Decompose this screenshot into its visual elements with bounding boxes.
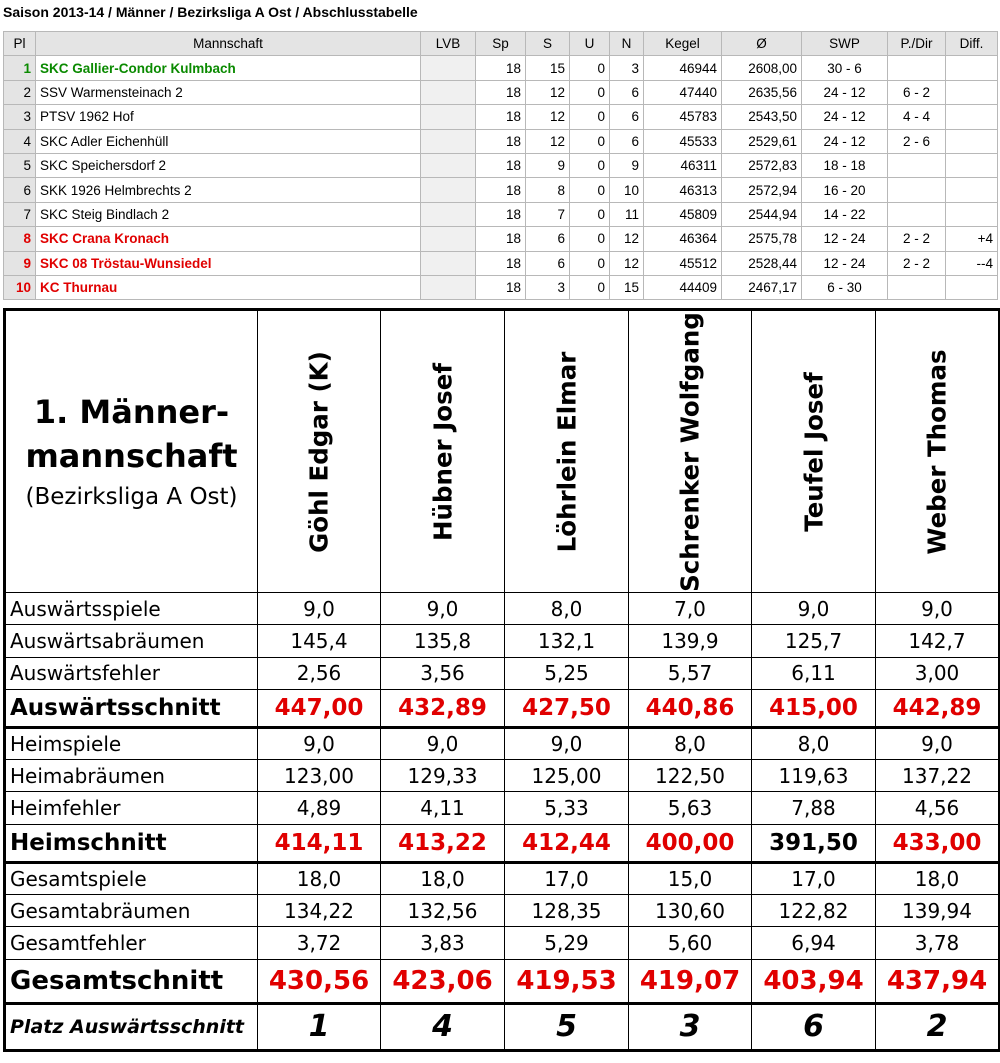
league-cell-avg: 2608,00 — [722, 56, 802, 80]
stat-label: Heimfehler — [5, 792, 258, 824]
league-col-header: Diff. — [946, 32, 998, 56]
league-cell-kegel: 45809 — [644, 202, 722, 226]
league-cell-avg: 2635,56 — [722, 80, 802, 104]
stat-value: 415,00 — [752, 689, 876, 727]
player-column-header — [505, 310, 629, 593]
stat-value: 3,83 — [381, 927, 505, 959]
stat-value: 18,0 — [258, 862, 381, 894]
league-cell-diff — [946, 56, 998, 80]
league-cell-sp: 18 — [476, 178, 526, 202]
league-col-header: P./Dir — [888, 32, 946, 56]
stats-row — [5, 862, 1000, 894]
league-cell-pdir — [888, 275, 946, 299]
stats-row — [5, 792, 1000, 824]
stat-value: 139,94 — [876, 895, 1000, 927]
stat-value: 437,94 — [876, 959, 1000, 1003]
stat-label: Auswärtsspiele — [5, 593, 258, 625]
stats-row — [5, 824, 1000, 862]
stat-value: 413,22 — [381, 824, 505, 862]
league-cell-lvb — [421, 153, 476, 177]
league-cell-team: SKC Steig Bindlach 2 — [36, 202, 421, 226]
stat-value: 432,89 — [381, 689, 505, 727]
stat-label: Auswärtsschnitt — [5, 689, 258, 727]
league-cell-lvb — [421, 129, 476, 153]
league-cell-diff — [946, 105, 998, 129]
league-cell-n: 15 — [610, 275, 644, 299]
league-cell-avg: 2544,94 — [722, 202, 802, 226]
league-cell-pdir: 2 - 2 — [888, 227, 946, 251]
league-cell-u: 0 — [570, 56, 610, 80]
stat-value: 3,00 — [876, 657, 1000, 689]
stat-value: 8,0 — [629, 727, 752, 759]
league-row — [4, 153, 998, 177]
stat-value: 3,72 — [258, 927, 381, 959]
league-cell-avg: 2543,50 — [722, 105, 802, 129]
stat-value: 427,50 — [505, 689, 629, 727]
stat-label: Auswärtsabräumen — [5, 625, 258, 657]
league-cell-sp: 18 — [476, 251, 526, 275]
league-col-header: N — [610, 32, 644, 56]
league-col-header: Sp — [476, 32, 526, 56]
league-col-header: S — [526, 32, 570, 56]
stat-value: 128,35 — [505, 895, 629, 927]
stats-row — [5, 959, 1000, 1003]
league-cell-pdir: 2 - 6 — [888, 129, 946, 153]
league-cell-avg: 2575,78 — [722, 227, 802, 251]
league-row — [4, 275, 998, 299]
stat-label: Gesamtabräumen — [5, 895, 258, 927]
stat-value: 125,00 — [505, 760, 629, 792]
league-cell-avg: 2529,61 — [722, 129, 802, 153]
league-cell-pl: 5 — [4, 153, 36, 177]
stat-value: 391,50 — [752, 824, 876, 862]
stat-value: 134,22 — [258, 895, 381, 927]
league-cell-team: SKC Adler Eichenhüll — [36, 129, 421, 153]
league-cell-lvb — [421, 251, 476, 275]
stat-value: 135,8 — [381, 625, 505, 657]
stat-value: 8,0 — [505, 593, 629, 625]
league-col-header: U — [570, 32, 610, 56]
league-cell-pdir — [888, 178, 946, 202]
league-cell-sp: 18 — [476, 227, 526, 251]
stat-label: Auswärtsfehler — [5, 657, 258, 689]
league-cell-sp: 18 — [476, 153, 526, 177]
team-heading-line1: 1. Männer- — [33, 392, 230, 431]
stat-value: 3,56 — [381, 657, 505, 689]
league-cell-n: 11 — [610, 202, 644, 226]
league-cell-s: 12 — [526, 129, 570, 153]
stat-value: 17,0 — [752, 862, 876, 894]
league-cell-pdir: 4 - 4 — [888, 105, 946, 129]
stat-value: 142,7 — [876, 625, 1000, 657]
league-cell-diff — [946, 129, 998, 153]
stat-value: 122,50 — [629, 760, 752, 792]
stat-value: 5,25 — [505, 657, 629, 689]
league-cell-s: 12 — [526, 80, 570, 104]
stat-label: Gesamtfehler — [5, 927, 258, 959]
stat-label: Platz Auswärtsschnitt — [5, 1003, 258, 1050]
stat-value: 5,63 — [629, 792, 752, 824]
league-subtitle: (Bezirksliga A Ost) — [25, 483, 238, 510]
league-cell-diff — [946, 80, 998, 104]
league-cell-s: 3 — [526, 275, 570, 299]
league-cell-u: 0 — [570, 227, 610, 251]
stat-value: 18,0 — [876, 862, 1000, 894]
league-cell-kegel: 44409 — [644, 275, 722, 299]
league-cell-lvb — [421, 275, 476, 299]
stat-value: 7,88 — [752, 792, 876, 824]
stat-value: 130,60 — [629, 895, 752, 927]
league-col-header: Mannschaft — [36, 32, 421, 56]
league-cell-sp: 18 — [476, 56, 526, 80]
league-cell-lvb — [421, 178, 476, 202]
stat-value: 430,56 — [258, 959, 381, 1003]
league-cell-kegel: 46313 — [644, 178, 722, 202]
league-cell-s: 12 — [526, 105, 570, 129]
player-name: Weber Thomas — [922, 348, 952, 555]
league-cell-sp: 18 — [476, 129, 526, 153]
league-cell-diff: +4 — [946, 227, 998, 251]
stats-row — [5, 625, 1000, 657]
league-cell-pl: 2 — [4, 80, 36, 104]
league-cell-n: 12 — [610, 227, 644, 251]
league-col-header: Ø — [722, 32, 802, 56]
league-col-header: SWP — [802, 32, 888, 56]
league-cell-lvb — [421, 105, 476, 129]
stat-value: 139,9 — [629, 625, 752, 657]
stat-value: 15,0 — [629, 862, 752, 894]
stat-value: 5,60 — [629, 927, 752, 959]
league-cell-avg: 2467,17 — [722, 275, 802, 299]
stat-value: 3,78 — [876, 927, 1000, 959]
player-column-header — [629, 310, 752, 593]
league-cell-n: 9 — [610, 153, 644, 177]
stat-value: 3 — [629, 1003, 752, 1050]
league-cell-s: 6 — [526, 227, 570, 251]
league-cell-n: 10 — [610, 178, 644, 202]
league-cell-pdir: 2 - 2 — [888, 251, 946, 275]
stat-label: Heimschnitt — [5, 824, 258, 862]
league-cell-lvb — [421, 56, 476, 80]
league-cell-avg: 2572,83 — [722, 153, 802, 177]
league-cell-avg: 2528,44 — [722, 251, 802, 275]
stat-value: 145,4 — [258, 625, 381, 657]
stats-row — [5, 1003, 1000, 1050]
league-cell-s: 7 — [526, 202, 570, 226]
league-cell-kegel: 46944 — [644, 56, 722, 80]
league-cell-sp: 18 — [476, 80, 526, 104]
stat-value: 440,86 — [629, 689, 752, 727]
stat-value: 419,07 — [629, 959, 752, 1003]
league-cell-swp: 12 - 24 — [802, 251, 888, 275]
stat-value: 9,0 — [258, 727, 381, 759]
league-cell-kegel: 45783 — [644, 105, 722, 129]
player-name: Göhl Edgar (K) — [304, 350, 334, 553]
league-cell-pl: 8 — [4, 227, 36, 251]
stat-value: 9,0 — [258, 593, 381, 625]
stat-label: Gesamtschnitt — [5, 959, 258, 1003]
league-cell-pl: 9 — [4, 251, 36, 275]
league-row — [4, 251, 998, 275]
league-cell-n: 12 — [610, 251, 644, 275]
league-cell-sp: 18 — [476, 275, 526, 299]
stat-value: 5,57 — [629, 657, 752, 689]
league-col-header: Pl — [4, 32, 36, 56]
stat-value: 1 — [258, 1003, 381, 1050]
player-column-header — [752, 310, 876, 593]
league-row — [4, 178, 998, 202]
stat-label: Heimabräumen — [5, 760, 258, 792]
league-cell-team: SKC Crana Kronach — [36, 227, 421, 251]
player-stats-table — [3, 308, 1000, 1052]
stat-value: 414,11 — [258, 824, 381, 862]
league-cell-diff — [946, 202, 998, 226]
league-cell-u: 0 — [570, 178, 610, 202]
league-cell-swp: 24 - 12 — [802, 105, 888, 129]
league-cell-pl: 10 — [4, 275, 36, 299]
league-standings-table — [3, 31, 998, 300]
league-cell-pl: 6 — [4, 178, 36, 202]
league-row — [4, 80, 998, 104]
player-column-header — [381, 310, 505, 593]
stat-value: 6,11 — [752, 657, 876, 689]
stat-value: 4,11 — [381, 792, 505, 824]
league-cell-lvb — [421, 227, 476, 251]
league-cell-kegel: 45533 — [644, 129, 722, 153]
league-cell-n: 3 — [610, 56, 644, 80]
league-cell-n: 6 — [610, 129, 644, 153]
stat-value: 4,56 — [876, 792, 1000, 824]
league-cell-diff: --4 — [946, 251, 998, 275]
league-table-title: Saison 2013-14 / Männer / Bezirksliga A Ost / Abschlusstabelle — [3, 4, 418, 20]
stat-value: 8,0 — [752, 727, 876, 759]
stats-row — [5, 657, 1000, 689]
league-cell-pl: 4 — [4, 129, 36, 153]
league-cell-swp: 16 - 20 — [802, 178, 888, 202]
player-name: Teufel Josef — [799, 371, 828, 532]
stat-label: Heimspiele — [5, 727, 258, 759]
league-col-header: LVB — [421, 32, 476, 56]
league-cell-s: 6 — [526, 251, 570, 275]
league-cell-diff — [946, 275, 998, 299]
league-cell-team: SKC Speichersdorf 2 — [36, 153, 421, 177]
stat-value: 6 — [752, 1003, 876, 1050]
stat-value: 5,33 — [505, 792, 629, 824]
stat-value: 419,53 — [505, 959, 629, 1003]
league-cell-u: 0 — [570, 202, 610, 226]
player-column-header — [258, 310, 381, 593]
stat-value: 9,0 — [505, 727, 629, 759]
league-col-header: Kegel — [644, 32, 722, 56]
league-row — [4, 129, 998, 153]
league-cell-pdir — [888, 56, 946, 80]
stat-value: 9,0 — [876, 593, 1000, 625]
stat-value: 423,06 — [381, 959, 505, 1003]
team-heading-line2: mannschaft — [25, 436, 238, 475]
league-cell-lvb — [421, 202, 476, 226]
league-cell-swp: 6 - 30 — [802, 275, 888, 299]
league-cell-avg: 2572,94 — [722, 178, 802, 202]
league-cell-swp: 30 - 6 — [802, 56, 888, 80]
league-cell-team: SKC Gallier-Condor Kulmbach — [36, 56, 421, 80]
league-cell-swp: 24 - 12 — [802, 129, 888, 153]
league-row — [4, 56, 998, 80]
stat-value: 7,0 — [629, 593, 752, 625]
league-cell-sp: 18 — [476, 202, 526, 226]
league-cell-team: SKK 1926 Helmbrechts 2 — [36, 178, 421, 202]
league-cell-pl: 3 — [4, 105, 36, 129]
stat-value: 119,63 — [752, 760, 876, 792]
league-cell-kegel: 46311 — [644, 153, 722, 177]
stats-row — [5, 927, 1000, 959]
stats-row — [5, 727, 1000, 759]
stat-value: 123,00 — [258, 760, 381, 792]
player-name: Schrenker Wolfgang — [675, 311, 705, 592]
stat-value: 2 — [876, 1003, 1000, 1050]
stat-value: 2,56 — [258, 657, 381, 689]
league-cell-team: SKC 08 Tröstau-Wunsiedel — [36, 251, 421, 275]
stat-value: 122,82 — [752, 895, 876, 927]
stat-value: 129,33 — [381, 760, 505, 792]
league-cell-s: 15 — [526, 56, 570, 80]
league-cell-swp: 12 - 24 — [802, 227, 888, 251]
stats-row — [5, 895, 1000, 927]
stats-row — [5, 689, 1000, 727]
player-header-row — [5, 310, 1000, 593]
league-cell-diff — [946, 178, 998, 202]
league-cell-n: 6 — [610, 105, 644, 129]
league-cell-team: KC Thurnau — [36, 275, 421, 299]
stat-value: 9,0 — [752, 593, 876, 625]
player-name: Löhrlein Elmar — [552, 351, 581, 552]
stat-label: Gesamtspiele — [5, 862, 258, 894]
stat-value: 4 — [381, 1003, 505, 1050]
league-cell-u: 0 — [570, 105, 610, 129]
stat-value: 403,94 — [752, 959, 876, 1003]
player-column-header — [876, 310, 1000, 593]
league-cell-diff — [946, 153, 998, 177]
league-cell-pl: 7 — [4, 202, 36, 226]
stat-value: 6,94 — [752, 927, 876, 959]
stat-value: 5,29 — [505, 927, 629, 959]
league-cell-swp: 24 - 12 — [802, 80, 888, 104]
stat-value: 132,56 — [381, 895, 505, 927]
league-cell-kegel: 45512 — [644, 251, 722, 275]
stat-value: 9,0 — [381, 593, 505, 625]
league-cell-pdir — [888, 153, 946, 177]
league-cell-kegel: 46364 — [644, 227, 722, 251]
stat-value: 4,89 — [258, 792, 381, 824]
stat-value: 412,44 — [505, 824, 629, 862]
league-cell-sp: 18 — [476, 105, 526, 129]
stat-value: 18,0 — [381, 862, 505, 894]
stats-row — [5, 593, 1000, 625]
league-cell-team: SSV Warmensteinach 2 — [36, 80, 421, 104]
league-header-row — [4, 32, 998, 56]
player-name: Hübner Josef — [428, 362, 457, 541]
stat-value: 17,0 — [505, 862, 629, 894]
league-cell-s: 8 — [526, 178, 570, 202]
stat-value: 433,00 — [876, 824, 1000, 862]
league-cell-u: 0 — [570, 153, 610, 177]
league-cell-pdir — [888, 202, 946, 226]
stat-value: 9,0 — [381, 727, 505, 759]
league-row — [4, 202, 998, 226]
league-cell-lvb — [421, 80, 476, 104]
league-row — [4, 105, 998, 129]
league-cell-u: 0 — [570, 80, 610, 104]
stat-value: 132,1 — [505, 625, 629, 657]
league-cell-u: 0 — [570, 275, 610, 299]
league-row — [4, 227, 998, 251]
team-heading — [5, 310, 258, 593]
league-cell-swp: 14 - 22 — [802, 202, 888, 226]
stat-value: 400,00 — [629, 824, 752, 862]
league-cell-pdir: 6 - 2 — [888, 80, 946, 104]
league-cell-team: PTSV 1962 Hof — [36, 105, 421, 129]
league-cell-s: 9 — [526, 153, 570, 177]
league-cell-u: 0 — [570, 251, 610, 275]
stat-value: 447,00 — [258, 689, 381, 727]
stat-value: 5 — [505, 1003, 629, 1050]
league-cell-pl: 1 — [4, 56, 36, 80]
league-cell-n: 6 — [610, 80, 644, 104]
stat-value: 9,0 — [876, 727, 1000, 759]
stat-value: 125,7 — [752, 625, 876, 657]
league-cell-kegel: 47440 — [644, 80, 722, 104]
league-cell-u: 0 — [570, 129, 610, 153]
stats-row — [5, 760, 1000, 792]
stat-value: 137,22 — [876, 760, 1000, 792]
stat-value: 442,89 — [876, 689, 1000, 727]
league-cell-swp: 18 - 18 — [802, 153, 888, 177]
